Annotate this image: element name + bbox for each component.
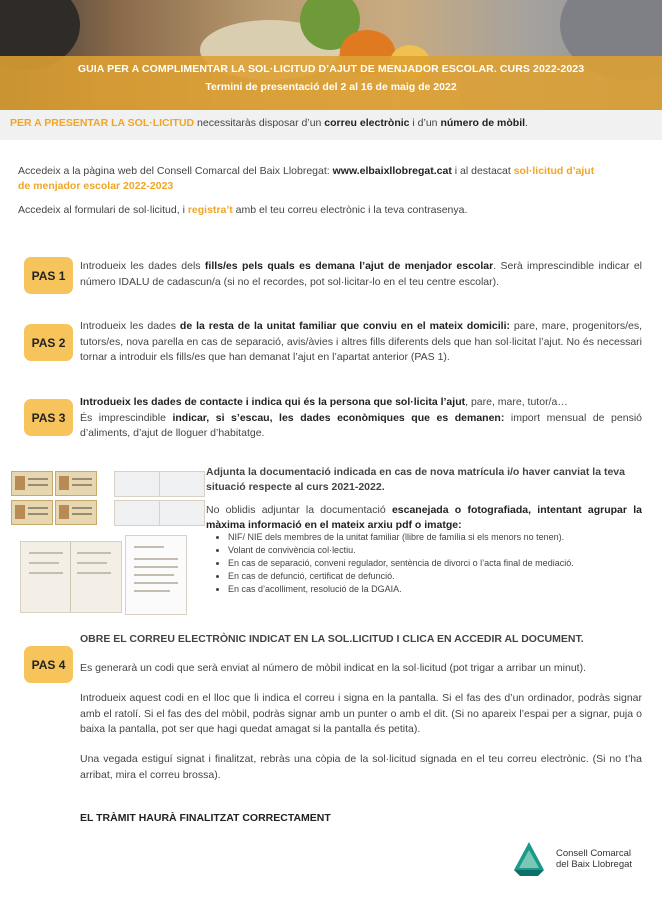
step-1-text-a: Introdueix les dades dels [80, 260, 205, 272]
step-2-text-c: pare, mare, progenitors/es, tutors/es, nova parella en cas de separació, avis/àvies i altres fills diferents dels que han sol·licitat l’ajut. No és necessari tornar a introduir els fills/es que han demanat l’ajut en l’apartat anterior (PAS 1). [80, 320, 642, 363]
residence-card-image [114, 500, 160, 526]
register-link[interactable]: registra’t [187, 204, 233, 216]
step-3-text-c2: import mensual de pensió d’aliments, d’ajut de lloguer d’habitatge. [80, 411, 642, 439]
residence-card-image [114, 471, 160, 497]
step-3-text-b2: indicar, si s’escau, les dades econòmiques que es demanen: [172, 411, 505, 424]
step-1-text [80, 259, 642, 290]
page-subtitle: Termini de presentació del 2 al 16 de maig de 2022 [205, 81, 457, 93]
final-message: EL TRÀMIT HAURÀ FINALITZAT CORRECTAMENT [80, 812, 331, 824]
step-4-badge: PAS 4 [24, 646, 73, 683]
access-text-2: i al destacat [451, 165, 514, 177]
documents-note [206, 503, 642, 532]
page-title: GUIA PER A COMPLIMENTAR LA SOL·LICITUD D’AJUT DE MENJADOR ESCOLAR. CURS 2022-2023 [77, 63, 585, 75]
access-paragraph-1 [18, 164, 644, 194]
step-4-paragraph-3: Una vegada estiguí signat i finalitzat, rebràs una còpia de la sol·licitud signada en el teu correu electrònic. (Si no t’ha arribat, mira el correu brossa). [80, 753, 642, 781]
list-item: • En cas d’acolliment, resolució de la DGAIA. [228, 583, 574, 596]
list-item: • Volant de convivència col·lectiu. [228, 544, 574, 557]
documents-heading: Adjunta la documentació indicada en cas de nova matrícula i/o haver canviat la teva situació respecte al curs 2021-2022. [206, 466, 625, 493]
consell-comarcal-logo-icon [512, 840, 546, 878]
intro-email: correu electrònic [324, 117, 410, 129]
step-2-badge: PAS 2 [24, 324, 73, 361]
intro-text [10, 117, 528, 129]
step-4-heading: OBRE EL CORREU ELECTRÒNIC INDICAT EN LA SOL.LICITUD I CLICA EN ACCEDIR AL DOCUMENT. [80, 633, 584, 645]
step-1-text-b: fills/es pels quals es demana l’ajut de menjador escolar [204, 260, 494, 272]
step-4-paragraph-1: Es generarà un codi que serà enviat al número de mòbil indicat en la sol·licitud (pot trigar a arribar un minut). [80, 662, 587, 674]
featured-link-1[interactable]: sol·licitud d’ajut [513, 165, 595, 177]
website-link[interactable]: www.elbaixllobregat.cat [332, 165, 452, 177]
featured-link-2[interactable]: de menjador escolar 2022-2023 [18, 180, 174, 192]
list-item: • En cas de separació, conveni regulador, sentència de divorci o l’acta final de mediació. [228, 557, 574, 570]
logo-text-line-2: del Baix Llobregat [556, 859, 633, 870]
step-2-text [80, 319, 642, 366]
list-item: • En cas de defunció, certificat de defunció. [228, 570, 574, 583]
step-1-badge: PAS 1 [24, 257, 73, 294]
intro-mobile: número de mòbil [440, 117, 526, 129]
step-4-paragraph-2: Introdueix aquest codi en el lloc que li indica el correu i signa en la pantalla. Si el fas des d’un ordinador, podràs signar amb el ratolí. Si el fas des del mòbil, podràs signar amb un punter o amb el dit. (Si no apareix l’espai per a signar, puja o baixa la pantalla, pot ser que hagi quedat amagat si la pantalla és petita). [80, 692, 642, 735]
step-3-text-a1: , pare, mare, tutor/a… [465, 396, 568, 408]
logo-text-line-1: Consell Comarcal [556, 848, 631, 859]
id-card-image [11, 500, 53, 525]
access-paragraph-2 [18, 203, 644, 218]
step-3-text [80, 395, 642, 442]
access-text-3: Accedeix al formulari de sol·licitud, i [18, 204, 188, 216]
intro-text-3: . [525, 117, 528, 129]
access-text-4: amb el teu correu electrònic i la teva contrasenya. [232, 204, 468, 216]
intro-text-1: necessitaràs disposar d’un [194, 117, 325, 129]
documents-list [214, 531, 574, 596]
id-card-image [11, 471, 53, 496]
residence-card-image [159, 500, 205, 526]
step-2-text-a: Introdueix les dades [80, 320, 180, 332]
step-3-badge: PAS 3 [24, 399, 73, 436]
step-3-text-a2: És imprescindible [80, 411, 173, 424]
family-book-image [20, 541, 122, 613]
access-text-1: Accedeix a la pàgina web del Consell Comarcal del Baix Llobregat: [18, 165, 333, 177]
header-banner [0, 0, 662, 110]
step-1-text-c: . Serà imprescindible indicar el número IDALU de cadascun/a (si no el recordes, pot sol·licitar-lo en el teu centre escolar). [80, 260, 642, 288]
intro-lead: PER A PRESENTAR LA SOL·LICITUD [10, 117, 195, 129]
documents-note-a: No oblidis adjuntar la documentació [206, 504, 392, 516]
step-2-text-b: de la resta de la unitat familiar que conviu en el mateix domicili: [179, 320, 510, 332]
documents-note-b: escanejada o fotografiada, intentant agrupar la màxima informació en el mateix arxiu pdf o imatge: [206, 504, 642, 531]
id-card-image [55, 500, 97, 525]
residence-card-image [159, 471, 205, 497]
id-card-image [55, 471, 97, 496]
intro-text-2: i d’un [409, 117, 441, 129]
list-item: • NIF/ NIE dels membres de la unitat familiar (llibre de família si els menors no tenen). [228, 531, 574, 544]
step-3-text-b1: Introdueix les dades de contacte i indica qui és la persona que sol·licita l’ajut [80, 396, 466, 408]
certificate-image [125, 535, 187, 615]
